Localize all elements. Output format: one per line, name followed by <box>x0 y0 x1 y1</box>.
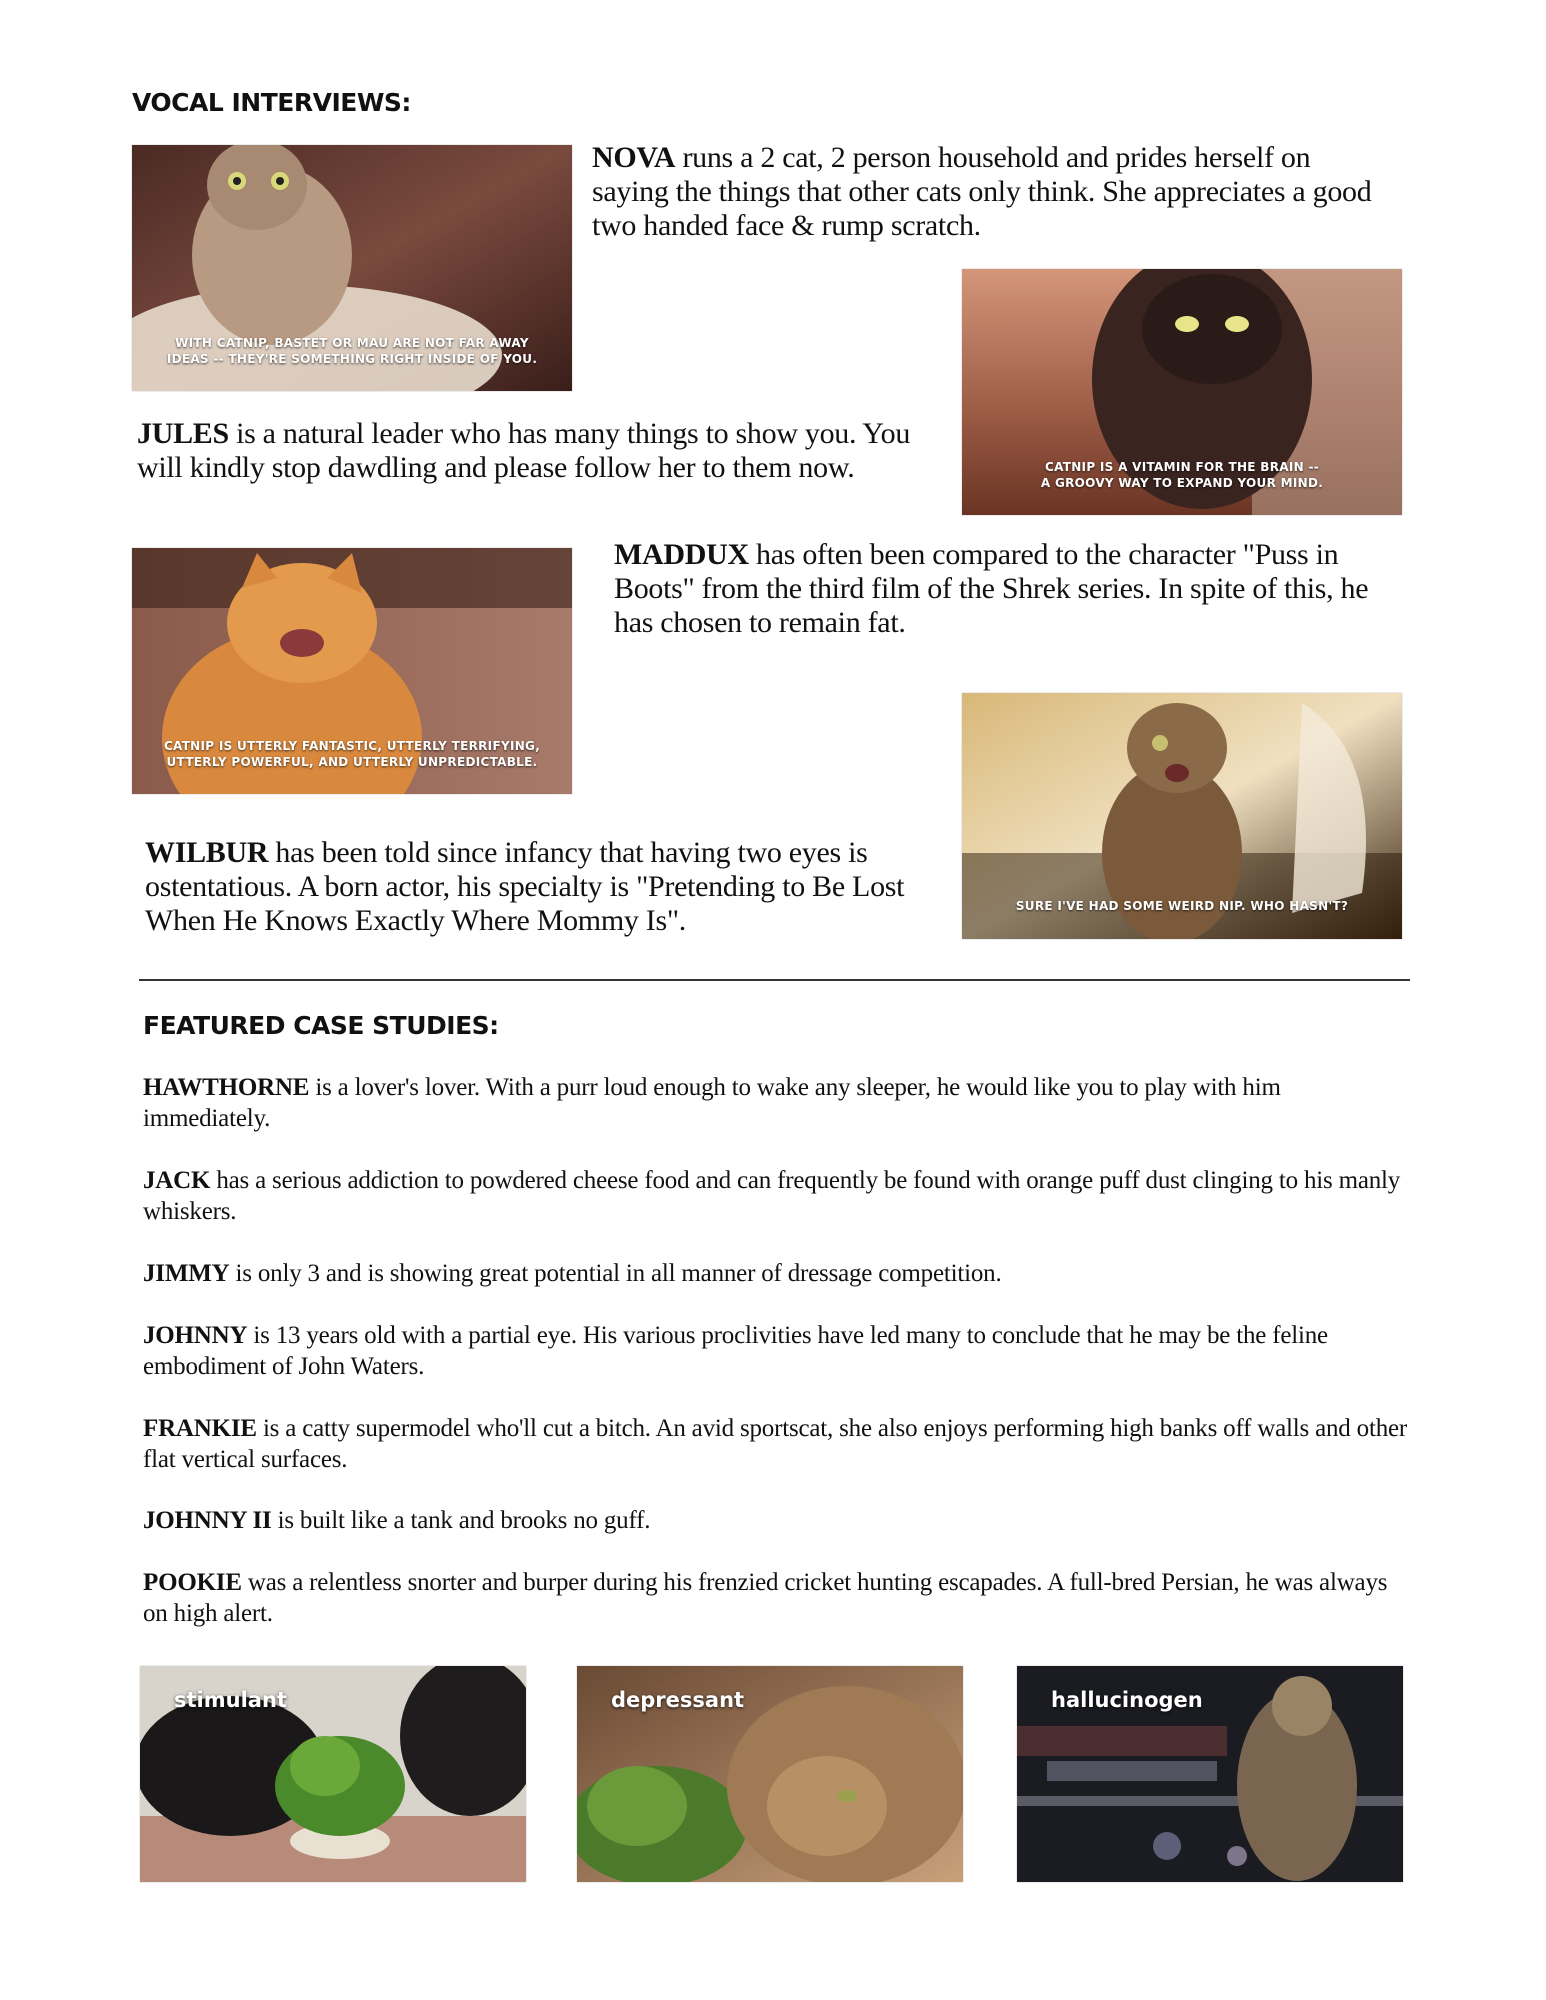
case-johnny-text: is 13 years old with a partial eye. His various proclivities have led many to conclude that he may be the feline embodiment of John Waters. <box>143 1322 1328 1380</box>
jules-bio <box>137 417 937 485</box>
wilbur-caption-line1: SURE I'VE HAD SOME WEIRD NIP. WHO HASN'T? <box>1015 899 1349 913</box>
jules-caption-line1: CATNIP IS A VITAMIN FOR THE BRAIN -- <box>1044 460 1320 474</box>
case-jack-text: has a serious addiction to powdered cheese food and can frequently be found with orange puff dust clinging to his manly whiskers. <box>143 1167 1401 1225</box>
maddux-text: has often been compared to the character "Puss in Boots" from the third film of the Shrek series. In spite of this, he has chosen to remain fat. <box>614 538 1369 639</box>
maddux-caption-line1: CATNIP IS UTTERLY FANTASTIC, UTTERLY TERRIFYING, <box>163 739 541 753</box>
case-frankie-name: FRANKIE <box>143 1415 257 1442</box>
case-johnny-name: JOHNNY <box>143 1322 248 1349</box>
jules-photo <box>962 269 1402 515</box>
case-jimmy <box>143 1258 1413 1289</box>
case-frankie <box>143 1413 1413 1475</box>
nova-bio <box>592 141 1392 243</box>
case-hawthorne-text: is a lover's lover. With a purr loud enough to wake any sleeper, he would like you to play with him immediately. <box>143 1074 1281 1132</box>
depressant-photo <box>577 1666 963 1882</box>
case-frankie-text: is a catty supermodel who'll cut a bitch. An avid sportscat, she also enjoys performing high banks off walls and other flat vertical surfaces. <box>143 1415 1408 1473</box>
case-johnny-ii-text: is built like a tank and brooks no guff. <box>271 1507 651 1534</box>
jules-name: JULES <box>137 417 229 450</box>
vocal-interviews-heading: VOCAL INTERVIEWS: <box>132 88 411 117</box>
maddux-caption-line2: UTTERLY POWERFUL, AND UTTERLY UNPREDICTABLE. <box>166 755 538 769</box>
section-divider <box>139 979 1410 981</box>
case-pookie-text: was a relentless snorter and burper during his frenzied cricket hunting escapades. A full-bred Persian, he was always on high alert. <box>143 1569 1388 1627</box>
hallucinogen-label: hallucinogen <box>1051 1688 1203 1712</box>
stimulant-photo <box>140 1666 526 1882</box>
case-johnny-ii-name: JOHNNY II <box>143 1507 272 1534</box>
wilbur-bio <box>145 836 955 938</box>
maddux-name: MADDUX <box>614 538 749 571</box>
maddux-photo <box>132 548 572 794</box>
stimulant-label: stimulant <box>174 1688 287 1712</box>
wilbur-text: has been told since infancy that having two eyes is ostentatious. A born actor, his specialty is "Pretending to Be Lost When He Knows Exactly Where Mommy Is". <box>145 836 905 937</box>
case-hawthorne-name: HAWTHORNE <box>143 1074 310 1101</box>
nova-photo <box>132 145 572 391</box>
case-hawthorne <box>143 1072 1413 1134</box>
case-pookie-name: POOKIE <box>143 1569 242 1596</box>
nova-caption-line2: IDEAS -- THEY'RE SOMETHING RIGHT INSIDE OF YOU. <box>166 352 538 366</box>
wilbur-photo <box>962 693 1402 939</box>
hallucinogen-photo <box>1017 1666 1403 1882</box>
nova-name: NOVA <box>592 141 676 174</box>
nova-text: runs a 2 cat, 2 person household and prides herself on saying the things that other cats only think. She appreciates a good two handed face & rump scratch. <box>592 141 1372 242</box>
case-jack <box>143 1165 1413 1227</box>
case-pookie <box>143 1567 1413 1629</box>
depressant-label: depressant <box>611 1688 745 1712</box>
maddux-bio <box>614 538 1404 640</box>
featured-case-studies-heading: FEATURED CASE STUDIES: <box>143 1011 499 1040</box>
jules-text: is a natural leader who has many things to show you. You will kindly stop dawdling and please follow her to them now. <box>137 417 911 484</box>
case-johnny <box>143 1320 1413 1382</box>
case-jack-name: JACK <box>143 1167 211 1194</box>
case-johnny-ii <box>143 1505 1413 1536</box>
wilbur-name: WILBUR <box>145 836 269 869</box>
case-jimmy-name: JIMMY <box>143 1260 230 1287</box>
nova-caption-line1: WITH CATNIP, BASTET OR MAU ARE NOT FAR AWAY <box>175 336 529 350</box>
case-jimmy-text: is only 3 and is showing great potential in all manner of dressage competition. <box>229 1260 1002 1287</box>
jules-caption-line2: A GROOVY WAY TO EXPAND YOUR MIND. <box>1040 476 1324 490</box>
